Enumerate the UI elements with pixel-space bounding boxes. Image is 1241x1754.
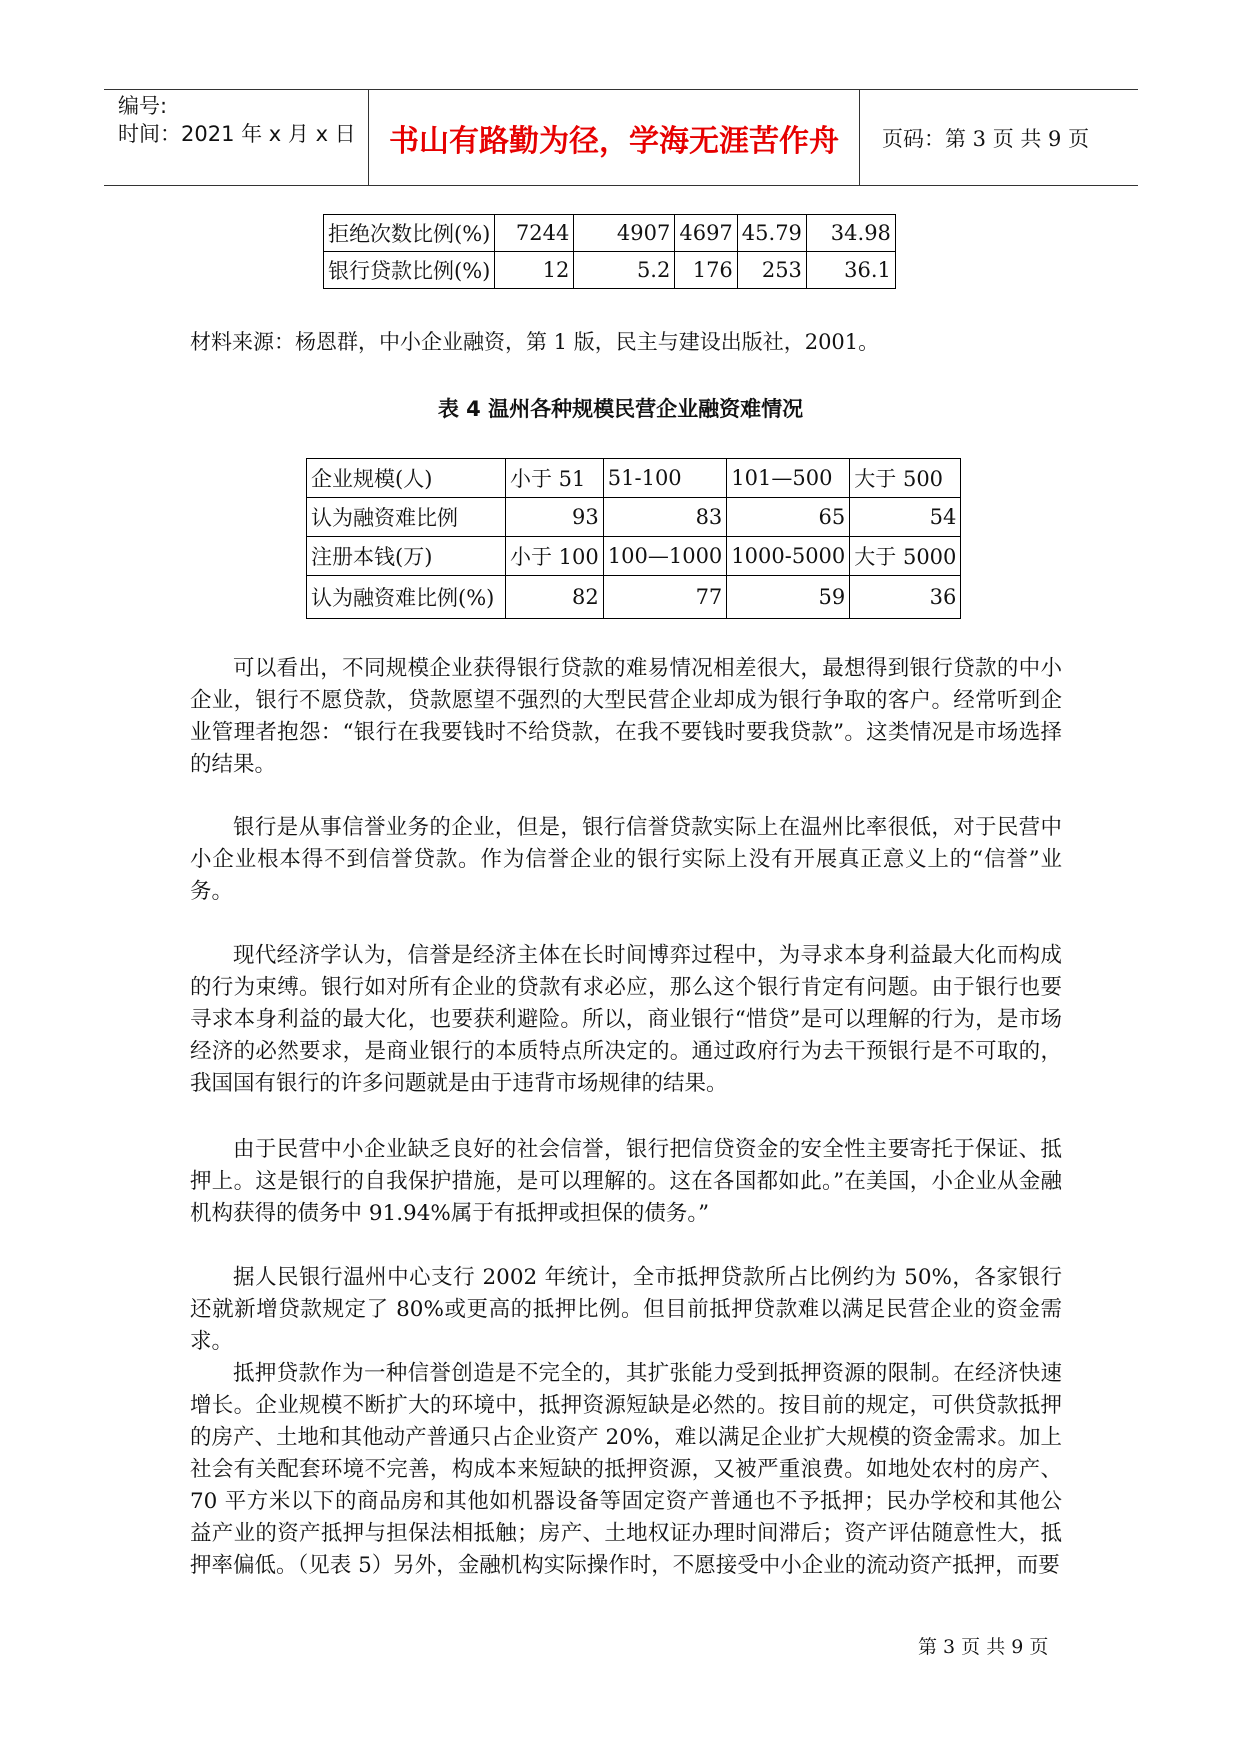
table-cell: 认为融资难比例(%) — [307, 576, 506, 619]
table-cell: 100—1000 — [603, 537, 727, 576]
table-cell: 253 — [737, 252, 806, 289]
table-cell: 大于 500 — [850, 459, 961, 498]
table-cell: 拒绝次数比例(%) — [324, 215, 495, 252]
page-header — [104, 89, 1138, 186]
source-note: 材料来源：杨恩群，中小企业融资，第 1 版，民主与建设出版社，2001。 — [190, 330, 880, 354]
paragraph: 可以看出，不同规模企业获得银行贷款的难易情况相差很大，最想得到银行贷款的中小企业，银行不愿贷款，贷款愿望不强烈的大型民营企业却成为银行争取的客户。经常听到企业管理者抱怨：“银行在我要钱时不给贷款，在我不要钱时要我贷款”。这类情况是市场选择的结果。 — [190, 656, 1062, 777]
table-cell: 34.98 — [806, 215, 895, 252]
table-cell: 45.79 — [737, 215, 806, 252]
table-cell: 4907 — [574, 215, 675, 252]
table-cell: 注册本钱(万) — [307, 537, 506, 576]
paragraph: 现代经济学认为，信誉是经济主体在长时间博弈过程中，为寻求本身利益最大化而构成的行为束缚。银行如对所有企业的贷款有求必应，那么这个银行肯定有问题。由于银行也要寻求本身利益的最大化，也要获利避险。所以，商业银行“惜贷”是可以理解的行为，是市场经济的必然要求，是商业银行的本质特点所决定的。通过政府行为去干预银行是不可取的，我国国有银行的许多问题就是由于违背市场规律的结果。 — [190, 943, 1062, 1096]
table-cell: 93 — [506, 498, 604, 537]
number-label: 编号: — [118, 94, 168, 118]
table-cell: 51-100 — [603, 459, 727, 498]
table-cell: 7244 — [495, 215, 574, 252]
paragraph: 银行是从事信誉业务的企业，但是，银行信誉贷款实际上在温州比率很低，对于民营中小企业根本得不到信誉贷款。作为信誉企业的银行实际上没有开展真正意义上的“信誉”业务。 — [190, 815, 1062, 904]
table-row — [324, 252, 896, 289]
table-cell: 101—500 — [727, 459, 850, 498]
motto-text: 书山有路勤为径，学海无涯苦作舟 — [389, 123, 839, 159]
table-cell: 82 — [506, 576, 604, 619]
table-cell: 65 — [727, 498, 850, 537]
table-cell: 认为融资难比例 — [307, 498, 506, 537]
paragraph: 据人民银行温州中心支行 2002 年统计，全市抵押贷款所占比例约为 50%，各家银行还就新增贷款规定了 80%或更高的抵押比例。但目前抵押贷款难以满足民营企业的资金需求。 — [190, 1265, 1062, 1354]
table-row — [307, 498, 961, 537]
table-cell: 大于 5000 — [850, 537, 961, 576]
table-cell: 83 — [603, 498, 727, 537]
table-cell: 54 — [850, 498, 961, 537]
table-cell: 4697 — [675, 215, 737, 252]
paragraph: 由于民营中小企业缺乏良好的社会信誉，银行把信贷资金的安全性主要寄托于保证、抵押上。这是银行的自我保护措施，是可以理解的。这在各国都如此。”在美国，小企业从金融机构获得的债务中 91.94%属于有抵押或担保的债务。” — [190, 1137, 1062, 1226]
table-cell: 小于 100 — [506, 537, 604, 576]
table-cell: 5.2 — [574, 252, 675, 289]
financing-difficulty-table — [306, 458, 961, 619]
table-cell: 176 — [675, 252, 737, 289]
table-row — [307, 537, 961, 576]
table-row — [324, 215, 896, 252]
table-cell: 银行贷款比例(%) — [324, 252, 495, 289]
loan-ratio-table — [323, 214, 896, 289]
table-cell: 36.1 — [806, 252, 895, 289]
table-cell: 59 — [727, 576, 850, 619]
time-label: 时间：2021 年 x 月 x 日 — [118, 122, 356, 146]
table-cell: 企业规模(人) — [307, 459, 506, 498]
page-footer: 第 3 页 共 9 页 — [918, 1636, 1049, 1658]
table-cell: 36 — [850, 576, 961, 619]
header-left-cell — [118, 90, 368, 185]
header-motto-cell — [368, 90, 860, 185]
table-cell: 12 — [495, 252, 574, 289]
table-row — [307, 459, 961, 498]
table-cell: 77 — [603, 576, 727, 619]
page-number-label: 页码：第 3 页 共 9 页 — [882, 126, 1090, 151]
table-caption: 表 4 温州各种规模民营企业融资难情况 — [437, 397, 804, 421]
table-cell: 1000-5000 — [727, 537, 850, 576]
table-cell: 小于 51 — [506, 459, 604, 498]
paragraph: 抵押贷款作为一种信誉创造是不完全的，其扩张能力受到抵押资源的限制。在经济快速增长。企业规模不断扩大的环境中，抵押资源短缺是必然的。按目前的规定，可供贷款抵押的房产、土地和其他动产普通只占企业资产 20%，难以满足企业扩大规模的资金需求。加上社会有关配套环境不完善，构成本来短缺的抵押资源，又被严重浪费。如地处农村的房产、70 平方米以下的商品房和其他如机器设备等固定资产普通也不予抵押；民办学校和其他公益产业的资产抵押与担保法相抵触；房产、土地权证办理时间滞后；资产评估随意性大，抵押率偏低。（见表 5）另外，金融机构实际操作时，不愿接受中小企业的流动资产抵押，而要 — [190, 1361, 1062, 1578]
table-row — [307, 576, 961, 619]
